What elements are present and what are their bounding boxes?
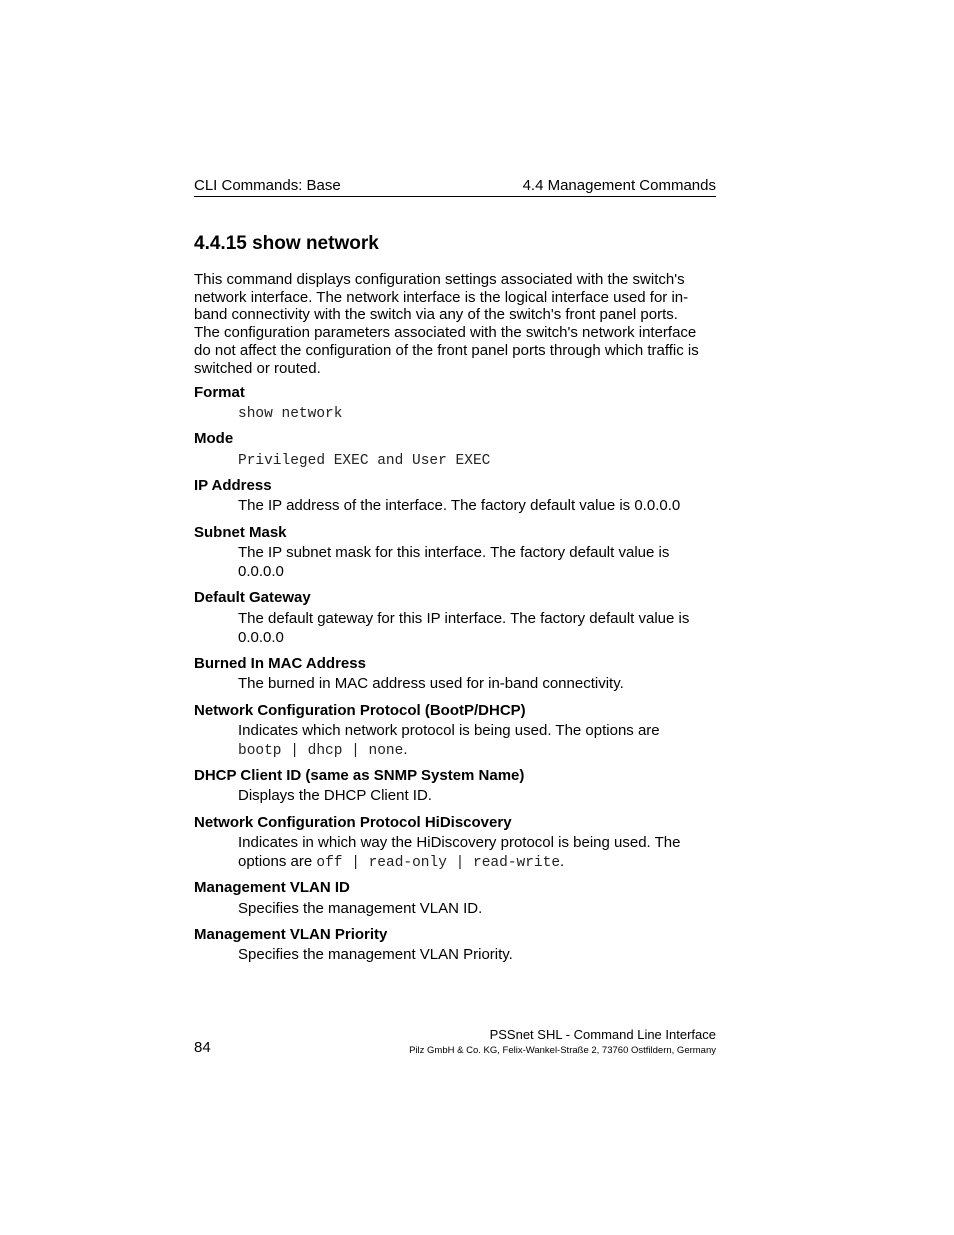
subnet-mask-desc-line: 0.0.0.0 <box>238 562 284 580</box>
net-proto-label: Network Configuration Protocol (BootP/DHCP) <box>194 702 526 719</box>
subnet-mask-label: Subnet Mask <box>194 524 287 541</box>
mgmt-vlan-priority-label: Management VLAN Priority <box>194 926 388 943</box>
hidiscovery-label: Network Configuration Protocol HiDiscovery <box>194 814 512 831</box>
footer <box>409 1027 716 1056</box>
mgmt-vlan-id-desc: Specifies the management VLAN ID. <box>238 900 483 917</box>
footer-address: Pilz GmbH & Co. KG, Felix-Wankel-Straße 2, 73760 Ostfildern, Germany <box>409 1045 716 1056</box>
mgmt-vlan-priority-desc: Specifies the management VLAN Priority. <box>238 946 513 963</box>
intro-line: The configuration parameters associated with the switch's network interface <box>194 324 697 342</box>
hidiscovery-options: off | read-only | read-write <box>316 854 561 871</box>
dhcp-client-label: DHCP Client ID (same as SNMP System Name) <box>194 767 525 784</box>
hidiscovery-suffix: . <box>560 852 565 870</box>
intro-line: band connectivity with the switch via any of the switch's front panel ports. <box>194 306 678 324</box>
net-proto-desc <box>238 722 718 760</box>
mode-value: Privileged EXEC and User EXEC <box>238 453 491 469</box>
section-title: 4.4.15 show network <box>194 233 379 254</box>
hidiscovery-options-line <box>238 853 718 873</box>
format-value: show network <box>238 406 343 422</box>
ip-address-label: IP Address <box>194 477 272 494</box>
format-label: Format <box>194 384 245 401</box>
default-gateway-desc-line: 0.0.0.0 <box>238 628 284 646</box>
net-proto-suffix: . <box>403 740 408 758</box>
intro-line: do not affect the configuration of the front panel ports through which traffic is <box>194 341 699 359</box>
intro-line: This command displays configuration settings associated with the switch's <box>194 271 685 288</box>
net-proto-desc-line: Indicates which network protocol is being used. The options are <box>238 722 660 739</box>
footer-title: PSSnet SHL - Command Line Interface <box>489 1027 716 1042</box>
intro-line: network interface. The network interface is the logical interface used for in- <box>194 288 689 306</box>
hidiscovery-desc-line: Indicates in which way the HiDiscovery protocol is being used. The <box>238 834 681 851</box>
subnet-mask-desc <box>238 544 718 581</box>
intro-line: switched or routed. <box>194 359 321 377</box>
hidiscovery-desc <box>238 834 718 872</box>
default-gateway-desc <box>238 610 718 647</box>
header-left: CLI Commands: Base <box>194 177 341 194</box>
intro-paragraph <box>194 271 718 377</box>
mgmt-vlan-id-label: Management VLAN ID <box>194 879 350 896</box>
default-gateway-label: Default Gateway <box>194 589 311 606</box>
header-right: 4.4 Management Commands <box>522 177 716 194</box>
default-gateway-desc-line: The default gateway for this IP interface. The factory default value is <box>238 610 690 627</box>
burned-mac-desc: The burned in MAC address used for in-band connectivity. <box>238 675 624 692</box>
page-number: 84 <box>194 1039 211 1056</box>
dhcp-client-desc: Displays the DHCP Client ID. <box>238 787 432 804</box>
ip-address-desc: The IP address of the interface. The factory default value is 0.0.0.0 <box>238 497 681 514</box>
net-proto-options: bootp | dhcp | none <box>238 742 404 759</box>
subnet-mask-desc-line: The IP subnet mask for this interface. The factory default value is <box>238 544 670 561</box>
hidiscovery-prefix: options are <box>238 852 317 870</box>
net-proto-options-line <box>238 741 718 761</box>
mode-label: Mode <box>194 430 234 447</box>
burned-mac-label: Burned In MAC Address <box>194 655 366 672</box>
running-header <box>194 175 716 197</box>
